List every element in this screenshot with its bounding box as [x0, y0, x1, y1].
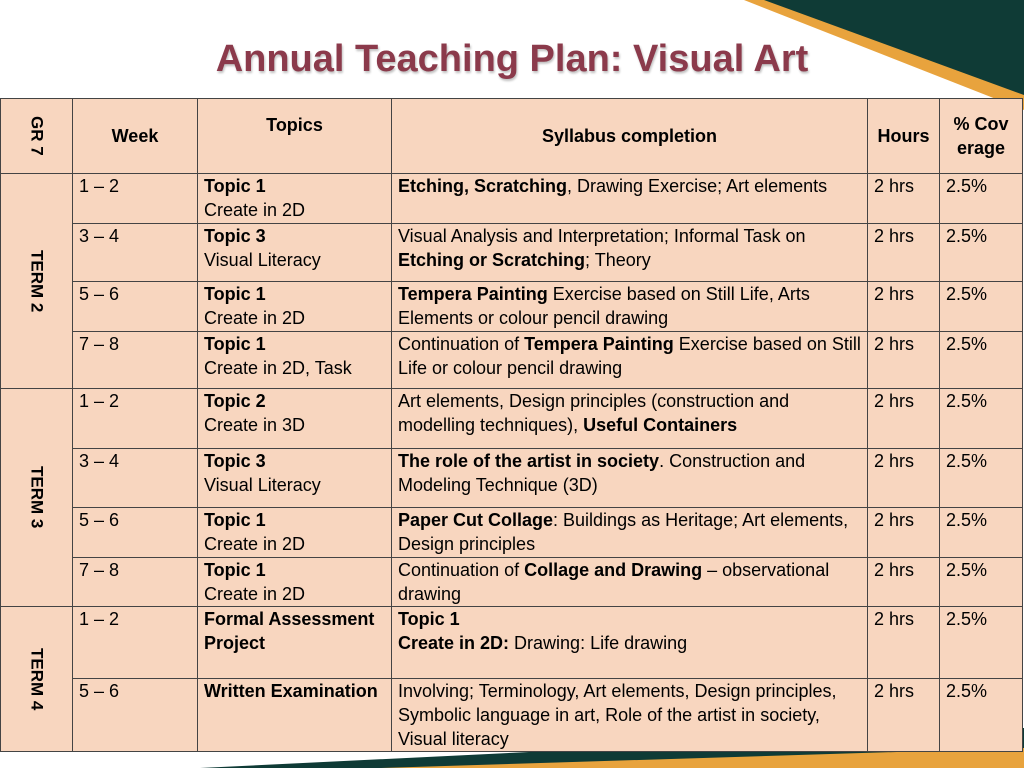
syllabus-header: Syllabus completion — [392, 99, 868, 174]
page-title: Annual Teaching Plan: Visual Art — [215, 38, 809, 80]
topic-cell — [198, 508, 392, 558]
week-cell: 7 – 8 — [73, 332, 198, 389]
term-label-text: TERM 2 — [27, 249, 47, 313]
table-row — [1, 679, 1023, 752]
syllabus-text: Involving; Terminology, Art elements, Design principles, Symbolic language in art, Role of the artist in society, Visual literacy — [398, 681, 837, 749]
term-label — [1, 389, 73, 607]
syllabus-text: , Drawing Exercise; Art elements — [567, 176, 828, 196]
topic-subtitle: Create in 2D — [204, 308, 306, 328]
coverage-cell: 2.5% — [940, 174, 1023, 224]
topic-title: Topic 1 — [204, 560, 266, 580]
syllabus-text: Useful Containers — [583, 415, 738, 435]
syllabus-text: – observational drawing — [398, 560, 830, 604]
topic-title: Formal Assessment Project — [204, 609, 375, 653]
coverage-cell: 2.5% — [940, 607, 1023, 679]
syllabus-text: Art elements, Design principles (construction and modelling techniques), — [398, 391, 790, 435]
syllabus-cell — [392, 558, 868, 607]
week-cell: 1 – 2 — [73, 389, 198, 449]
syllabus-cell — [392, 449, 868, 508]
table-row — [1, 282, 1023, 332]
syllabus-cell — [392, 332, 868, 389]
hours-cell: 2 hrs — [868, 449, 940, 508]
table-row — [1, 508, 1023, 558]
topic-cell — [198, 224, 392, 282]
coverage-cell: 2.5% — [940, 449, 1023, 508]
week-cell: 5 – 6 — [73, 679, 198, 752]
topic-title: Written Examination — [204, 681, 378, 701]
topic-subtitle: Create in 2D — [204, 200, 306, 220]
topic-title: Topic 3 — [204, 451, 266, 471]
syllabus-text: The role of the artist in society — [398, 451, 660, 471]
table-row — [1, 449, 1023, 508]
topic-subtitle: Create in 2D — [204, 534, 306, 554]
hours-cell: 2 hrs — [868, 679, 940, 752]
syllabus-text: Topic 1 — [398, 609, 460, 629]
topic-subtitle: Visual Literacy — [204, 250, 321, 270]
coverage-cell: 2.5% — [940, 332, 1023, 389]
syllabus-text: Visual Analysis and Interpretation; Informal Task on — [398, 226, 806, 246]
hours-cell: 2 hrs — [868, 558, 940, 607]
topic-title: Topic 1 — [204, 334, 266, 354]
week-cell: 7 – 8 — [73, 558, 198, 607]
syllabus-cell — [392, 389, 868, 449]
topic-cell — [198, 332, 392, 389]
topic-cell — [198, 558, 392, 607]
syllabus-text: : Buildings as Heritage; Art elements, Design principles — [398, 510, 849, 554]
week-cell: 5 – 6 — [73, 282, 198, 332]
hours-cell: 2 hrs — [868, 508, 940, 558]
syllabus-text: Paper Cut Collage — [398, 510, 554, 530]
topic-cell — [198, 449, 392, 508]
table-row — [1, 174, 1023, 224]
syllabus-cell — [392, 174, 868, 224]
topic-cell — [198, 174, 392, 224]
syllabus-cell — [392, 508, 868, 558]
syllabus-cell — [392, 679, 868, 752]
topic-title: Topic 1 — [204, 176, 266, 196]
teaching-plan-table — [0, 98, 1023, 752]
topic-cell — [198, 282, 392, 332]
syllabus-text: Exercise based on Still Life or colour pencil drawing — [398, 334, 861, 378]
syllabus-text: Tempera Painting — [524, 334, 674, 354]
table-row — [1, 224, 1023, 282]
week-cell: 5 – 6 — [73, 508, 198, 558]
coverage-header: % Coverage — [940, 99, 1023, 174]
syllabus-cell — [392, 224, 868, 282]
coverage-cell: 2.5% — [940, 679, 1023, 752]
topic-subtitle: Create in 3D — [204, 415, 306, 435]
topic-subtitle: Create in 2D — [204, 584, 306, 604]
syllabus-cell — [392, 607, 868, 679]
hours-cell: 2 hrs — [868, 224, 940, 282]
week-cell: 3 – 4 — [73, 224, 198, 282]
table-row — [1, 332, 1023, 389]
topic-title: Topic 3 — [204, 226, 266, 246]
syllabus-text: Create in 2D: — [398, 633, 510, 653]
coverage-cell: 2.5% — [940, 558, 1023, 607]
syllabus-cell — [392, 282, 868, 332]
term-label-text: TERM 4 — [27, 647, 47, 711]
topic-cell — [198, 389, 392, 449]
topic-title: Topic 1 — [204, 284, 266, 304]
syllabus-text: Etching or Scratching — [398, 250, 586, 270]
hours-cell: 2 hrs — [868, 607, 940, 679]
header-row — [1, 99, 1023, 174]
coverage-cell: 2.5% — [940, 508, 1023, 558]
hours-cell: 2 hrs — [868, 282, 940, 332]
hours-cell: 2 hrs — [868, 332, 940, 389]
term-label — [1, 607, 73, 752]
topic-cell — [198, 607, 392, 679]
topic-title: Topic 2 — [204, 391, 266, 411]
week-cell: 1 – 2 — [73, 174, 198, 224]
syllabus-text: Exercise based on Still Life, Arts Elements or colour pencil drawing — [398, 284, 810, 328]
coverage-cell: 2.5% — [940, 224, 1023, 282]
coverage-cell: 2.5% — [940, 389, 1023, 449]
week-header: Week — [73, 99, 198, 174]
topic-title: Topic 1 — [204, 510, 266, 530]
topic-subtitle: Create in 2D, Task — [204, 358, 352, 378]
term-label-text: TERM 3 — [27, 466, 47, 529]
topics-header: Topics — [198, 99, 392, 174]
term-label — [1, 174, 73, 389]
hours-cell: 2 hrs — [868, 174, 940, 224]
table-row — [1, 607, 1023, 679]
coverage-cell: 2.5% — [940, 282, 1023, 332]
syllabus-text: Collage and Drawing — [524, 560, 703, 580]
syllabus-text: Continuation of — [398, 560, 525, 580]
grade-header: GR 7 — [1, 99, 73, 174]
syllabus-text: Tempera Painting — [398, 284, 548, 304]
syllabus-text: Continuation of — [398, 334, 525, 354]
syllabus-text: . Construction and Modeling Technique (3D) — [398, 451, 806, 495]
week-cell: 1 – 2 — [73, 607, 198, 679]
topic-cell — [198, 679, 392, 752]
hours-cell: 2 hrs — [868, 389, 940, 449]
syllabus-text: Etching, Scratching — [398, 176, 568, 196]
week-cell: 3 – 4 — [73, 449, 198, 508]
hours-header: Hours — [868, 99, 940, 174]
syllabus-text: ; Theory — [585, 250, 651, 270]
syllabus-text: Drawing: Life drawing — [509, 633, 688, 653]
topic-subtitle: Visual Literacy — [204, 475, 321, 495]
table-row — [1, 558, 1023, 607]
table-row — [1, 389, 1023, 449]
